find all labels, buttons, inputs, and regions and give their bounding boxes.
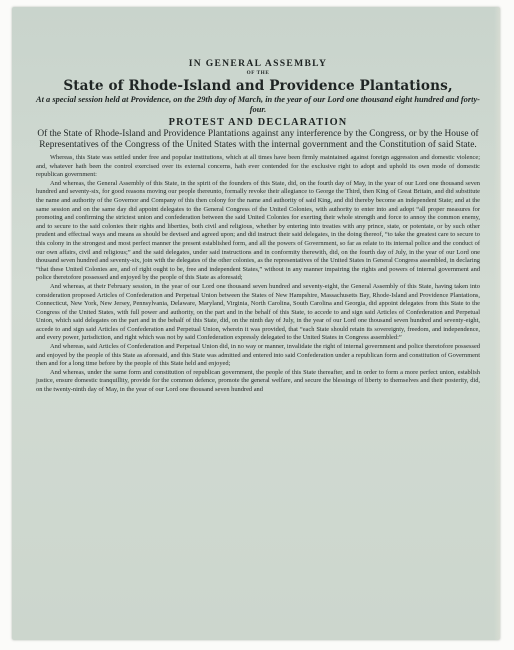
session-line: At a special session held at Providence, on the 29th day of March, in the year of our Lord one thousand eight hundred and forty-four. <box>36 95 480 114</box>
document-body <box>36 154 480 395</box>
paragraph: And whereas, the General Assembly of this State, in the spirit of the founders of this State, did, on the fourth day of May, in the year of our Lord one thousand seven hundred and seventy-six, for good reasons moving our people thereunto, formally revoke their allegiance to George the Third, then King of Great Britain, and did substitute the name and authority of the Governor and Company of this then colony for the name and authority of said King, and did thereby become an independent State; and at the same session and on the same day did appoint delegates to the General Congress of the United Colonies, with authority to enter into and adopt “all proper measures for promoting and confirming the strictest union and confederation between the said United Colonies for exerting their whole strength and force to annoy the common enemy, and to secure to the said colonies their rights and liberties, both civil and religious, whether by entering into treaties with any prince, state, or potentate, or by such other prudent and effectual ways and means as should be devised and agreed upon; and did instruct their said delegates, in the doing thereof, “to take the greatest care to secure to this colony in the strongest and most perfect manner the present established form, and all the powers of Government, so far as relate to its internal police and the conduct of our own affairs, civil and religious;” and the said delegates, under said instructions and in conformity therewith, did, on the fourth day of July, in the year of our Lord one thousand seven hundred and seventy-six, join with the delegates of the other colonies, as the representatives of the United States in General Congress assembled, in declaring “that these United Colonies are, and of right ought to be, free and independent States,” without in any manner impairing the rights and powers of internal government and police theretofore possessed and enjoyed by the people of this State as aforesaid; <box>36 179 480 282</box>
state-title: State of Rhode-Island and Providence Plantations, <box>63 78 453 94</box>
protest-title: PROTEST AND DECLARATION <box>168 117 348 128</box>
paragraph: And whereas, said Articles of Confederation and Perpetual Union did, in no way or manner, invalidate the right of internal government and police theretofore possessed and enjoyed by the people of this State as aforesaid, and this State was admitted and entered into said Confederation under a republican form and constitution of Government then and for a long time before by the people of this State held and enjoyed; <box>36 343 480 368</box>
paragraph: And whereas, at their February session, in the year of our Lord one thousand seven hundred and seventy-eight, the General Assembly of this State, having taken into consideration proposed Articles of Confederation and Perpetual Union between the States of New Hampshire, Massachusetts Bay, Rhode-Island and Providence Plantations, Connecticut, New York, New Jersey, Pennsylvania, Delaware, Maryland, Virginia, North Carolina, South Carolina and Georgia, did appoint delegates from this State to the Congress of the United States, with full power and authority, on the part and in the behalf of this State, to accede to and sign said Articles of Confederation and Perpetual Union, which said delegates on the part and in the behalf of this State, did, on the ninth day of July, in the year of our Lord one thousand seven hundred and seventy-eight, accede to and sign said Articles of Confederation and Perpetual Union, wherein it was provided, that “each State should retain its sovereignty, freedom, and independence, and every power, jurisdiction, and right which was not by said Confederation expressly delegated to the United States in Congress assembled:” <box>36 282 480 342</box>
paragraph: And whereas, under the same form and constitution of republican government, the people of this State thereafter, and in order to form a more perfect union, establish justice, ensure domestic tranquillity, provide for the common defence, promote the general welfare, and secure the blessings of liberty to themselves and their posterity, did, on the twenty-ninth day of May, in the year of our Lord one thousand seven hundred and <box>36 368 480 394</box>
of-the-line: OF THE <box>246 70 270 76</box>
paper-sheet <box>12 7 500 640</box>
paragraph: Whereas, this State was settled under free and popular institutions, which at all times have been firmly maintained against foreign aggression and domestic violence; and, whatever hath been the control exercised over its external concerns, hath ever contended for the exclusive right to adopt and uphold its own mode of domestic republican government: <box>36 154 480 179</box>
declaration-subtitle: Of the State of Rhode-Island and Providence Plantations against any interference by the Congress, or by the House of Representatives of the Congress of the United States with the internal government and the Constitution of said State. <box>37 129 479 150</box>
assembly-heading: IN GENERAL ASSEMBLY <box>188 58 328 69</box>
broadside-text <box>36 58 480 395</box>
